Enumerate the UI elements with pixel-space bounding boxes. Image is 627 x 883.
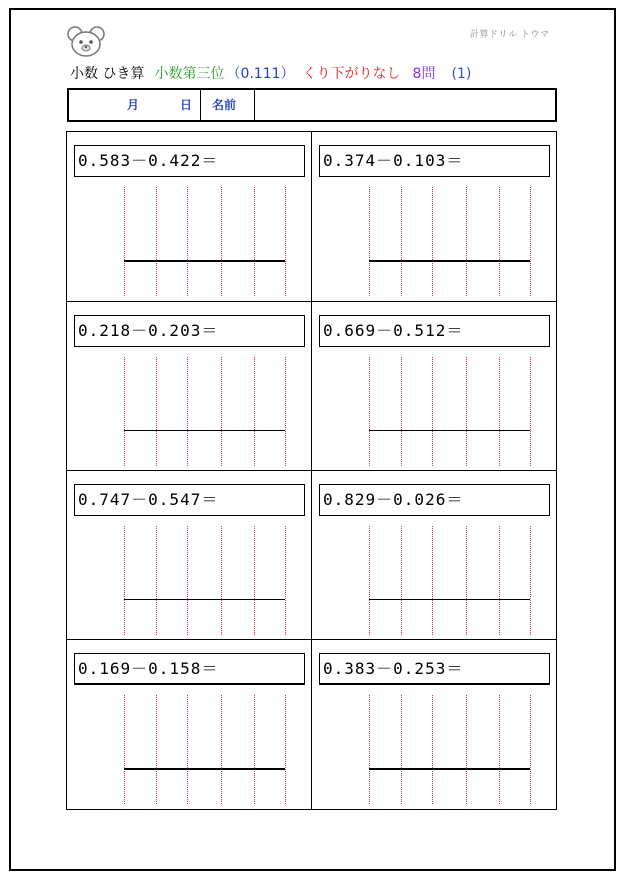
problem-cell bbox=[67, 471, 312, 640]
digit-guide-line bbox=[432, 187, 433, 296]
answer-line bbox=[124, 599, 285, 600]
title-part: (1) bbox=[451, 66, 472, 82]
title-part: 小数第三位 bbox=[154, 66, 225, 82]
digit-guide-line bbox=[221, 526, 222, 635]
digit-guide-line bbox=[401, 526, 402, 635]
digit-guide-line bbox=[285, 187, 286, 296]
problem-expression: 0.374－0.103＝ bbox=[319, 145, 550, 177]
digit-guide-line bbox=[187, 357, 188, 466]
title-part: 小数 ひき算 bbox=[70, 66, 145, 82]
answer-line bbox=[369, 768, 530, 770]
month-label: 月 bbox=[127, 98, 140, 112]
problem-expression: 0.169－0.158＝ bbox=[74, 653, 305, 685]
digit-guide-line bbox=[401, 695, 402, 804]
digit-guide-line bbox=[466, 187, 467, 296]
problem-cell bbox=[312, 132, 556, 302]
answer-line bbox=[369, 260, 530, 262]
digit-guide-line bbox=[466, 526, 467, 635]
problem-cell bbox=[312, 640, 556, 809]
digit-guide-line bbox=[401, 187, 402, 296]
problem-cell bbox=[67, 302, 312, 471]
problem-cell bbox=[67, 640, 312, 809]
digit-guide-line bbox=[156, 695, 157, 804]
answer-line bbox=[124, 260, 285, 262]
digit-guide-line bbox=[124, 357, 125, 466]
problem-cell bbox=[67, 132, 312, 302]
digit-guide-line bbox=[187, 187, 188, 296]
digit-guide-line bbox=[187, 695, 188, 804]
digit-guide-line bbox=[530, 187, 531, 296]
name-date-bar bbox=[67, 88, 557, 122]
digit-guide-line bbox=[124, 695, 125, 804]
digit-guide-line bbox=[156, 187, 157, 296]
digit-guide-line bbox=[530, 695, 531, 804]
digit-guide-line bbox=[254, 526, 255, 635]
problem-expression: 0.583－0.422＝ bbox=[74, 145, 305, 177]
answer-line bbox=[369, 599, 530, 600]
digit-guide-line bbox=[499, 357, 500, 466]
worksheet-title bbox=[70, 63, 473, 83]
digit-guide-line bbox=[432, 357, 433, 466]
answer-line bbox=[124, 768, 285, 770]
problem-cell bbox=[312, 302, 556, 471]
digit-guide-line bbox=[432, 695, 433, 804]
digit-guide-line bbox=[432, 526, 433, 635]
digit-guide-line bbox=[285, 357, 286, 466]
title-part: （0.111） bbox=[226, 66, 295, 82]
digit-guide-line bbox=[187, 526, 188, 635]
digit-guide-line bbox=[285, 695, 286, 804]
title-part: 8問 bbox=[412, 66, 436, 82]
problem-expression: 0.383－0.253＝ bbox=[319, 653, 550, 685]
answer-line bbox=[369, 430, 530, 431]
digit-guide-line bbox=[285, 526, 286, 635]
digit-guide-line bbox=[221, 187, 222, 296]
digit-guide-line bbox=[499, 695, 500, 804]
problem-expression: 0.747－0.547＝ bbox=[74, 484, 305, 516]
digit-guide-line bbox=[401, 357, 402, 466]
digit-guide-line bbox=[530, 357, 531, 466]
digit-guide-line bbox=[369, 695, 370, 804]
problem-grid bbox=[66, 131, 557, 810]
title-part: くり下がりなし bbox=[302, 66, 401, 82]
bear-mascot-icon bbox=[66, 25, 106, 59]
digit-guide-line bbox=[499, 526, 500, 635]
namebar-divider bbox=[200, 90, 201, 120]
day-label: 日 bbox=[180, 98, 193, 112]
namebar-divider bbox=[254, 90, 255, 120]
digit-guide-line bbox=[254, 187, 255, 296]
digit-guide-line bbox=[466, 357, 467, 466]
problem-expression: 0.218－0.203＝ bbox=[74, 315, 305, 347]
digit-guide-line bbox=[124, 187, 125, 296]
digit-guide-line bbox=[156, 526, 157, 635]
digit-guide-line bbox=[369, 357, 370, 466]
name-label: 名前 bbox=[212, 98, 237, 112]
problem-expression: 0.829－0.026＝ bbox=[319, 484, 550, 516]
digit-guide-line bbox=[156, 357, 157, 466]
answer-line bbox=[124, 430, 285, 431]
digit-guide-line bbox=[221, 695, 222, 804]
problem-cell bbox=[312, 471, 556, 640]
digit-guide-line bbox=[466, 695, 467, 804]
digit-guide-line bbox=[124, 526, 125, 635]
digit-guide-line bbox=[530, 526, 531, 635]
digit-guide-line bbox=[254, 357, 255, 466]
digit-guide-line bbox=[221, 357, 222, 466]
digit-guide-line bbox=[369, 187, 370, 296]
digit-guide-line bbox=[499, 187, 500, 296]
digit-guide-line bbox=[369, 526, 370, 635]
digit-guide-line bbox=[254, 695, 255, 804]
problem-expression: 0.669－0.512＝ bbox=[319, 315, 550, 347]
brand-label: 計算ドリル トウマ bbox=[470, 30, 550, 40]
